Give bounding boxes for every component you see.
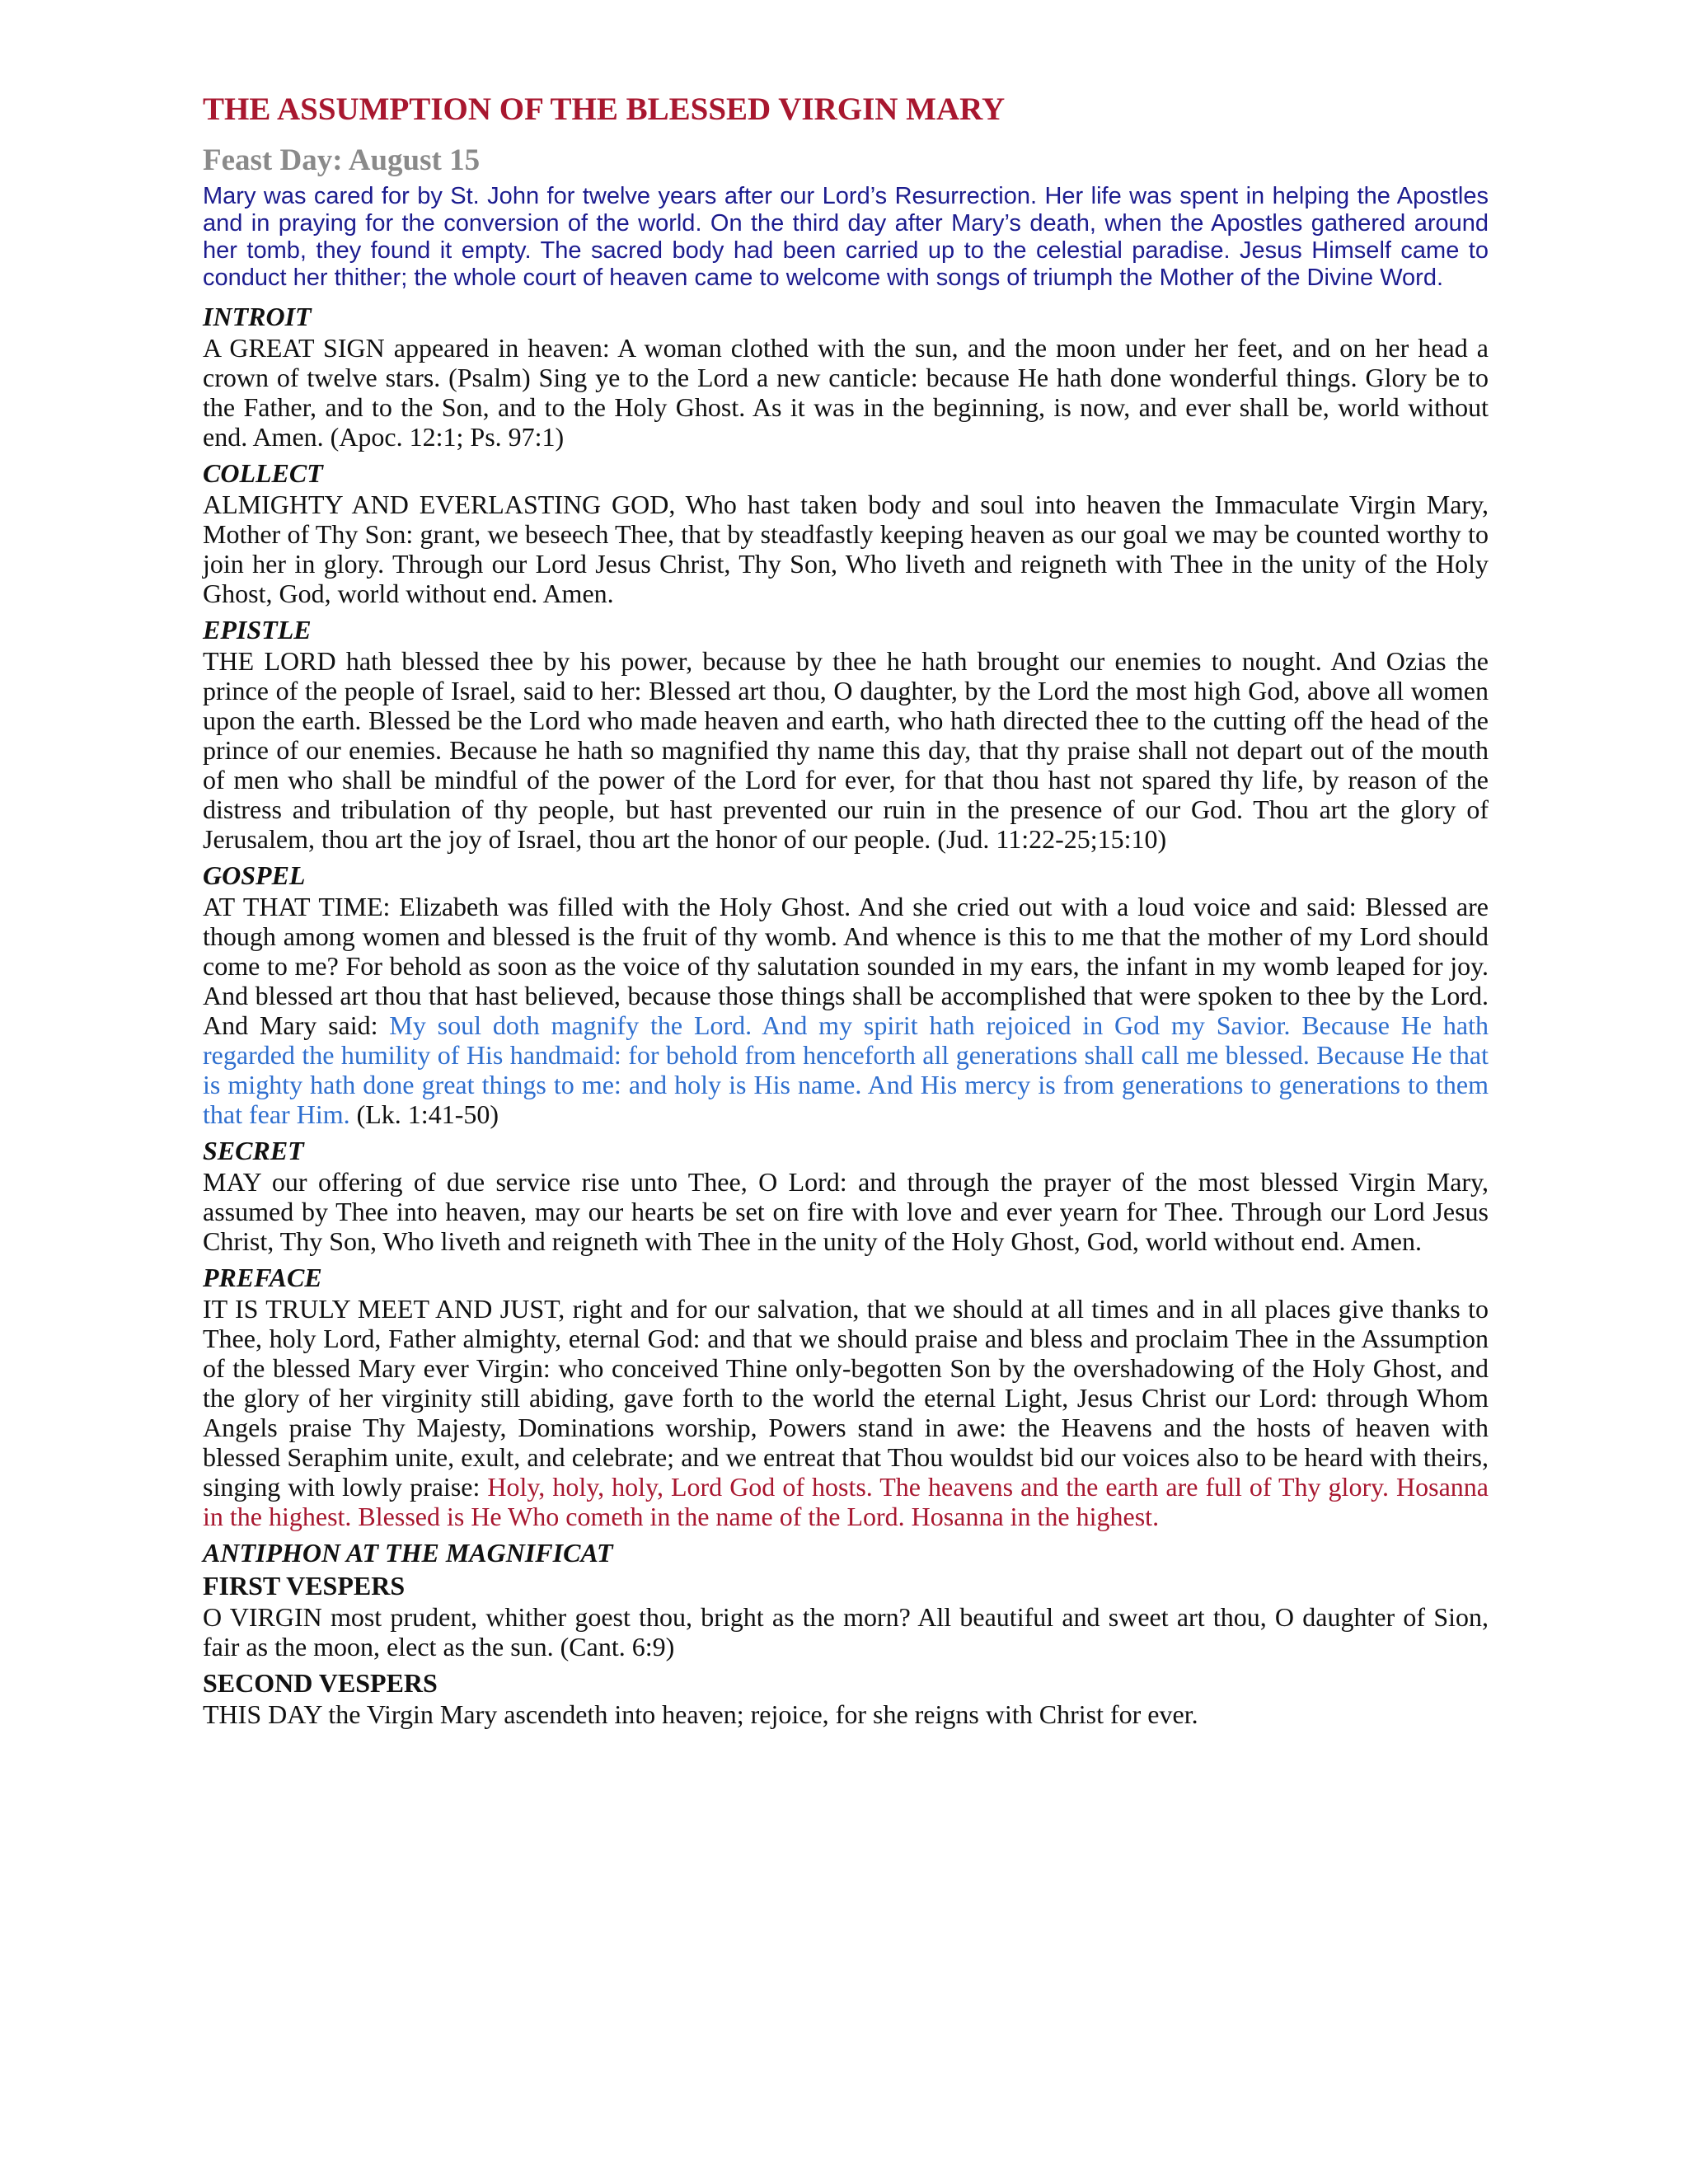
preface-text-main: IT IS TRULY MEET AND JUST, right and for our salvation, that we should at all times and in all places give thanks to Thee, holy Lord, Father almighty, eternal God: and that we should praise and bless and proclaim Thee in the Assumption of the blessed Mary ever Virgin: who conceived Thine only-begotten Son by the overshadowing of the Holy Ghost, and the glory of her virginity still abiding, gave forth to the world the eternal Light, Jesus Christ our Lord: through Whom Angels praise Thy Majesty, Dominations worship, Powers stand in awe: the Heavens and the hosts of heaven with blessed Seraphim unite, exult, and celebrate; and we entreat that Thou wouldst bid our voices also to be heard with theirs, singing with lowly praise:	[203, 1294, 1489, 1502]
collect-heading: COLLECT	[203, 458, 323, 488]
preface-section	[203, 1261, 1489, 1531]
introit-heading: INTROIT	[203, 302, 312, 331]
gospel-heading: GOSPEL	[203, 860, 306, 890]
secret-text: MAY our offering of due service rise unto Thee, O Lord: and through the prayer of the most blessed Virgin Mary, assumed by Thee into heaven, may our hearts be set on fire with love and ever yearn for Thee. Through our Lord Jesus Christ, Thy Son, Who liveth and reigneth with Thee in the unity of the Holy Ghost, God, world without end. Amen.	[203, 1167, 1489, 1256]
preface-text	[203, 1294, 1489, 1531]
first-vespers-text: O VIRGIN most prudent, whither goest thou, bright as the morn? All beautiful and sweet art thou, O daughter of Sion, fair as the moon, elect as the sun. (Cant. 6:9)	[203, 1602, 1489, 1661]
gospel-text	[203, 892, 1489, 1129]
magnificat-quote: My soul doth magnify the Lord. And my spirit hath rejoiced in God my Savior. Because He hath regarded the humility of His handmaid: for behold from henceforth all generations shall call me blessed. Because He that is mighty hath done great things to me: and holy is His name. And His mercy is from generations to generations to them that fear Him.	[203, 1010, 1489, 1129]
intro-paragraph: Mary was cared for by St. John for twelve years after our Lord’s Resurrection. Her life was spent in helping the Apostles and in praying for the conversion of the world. On the third day after Mary’s death, when the Apostles gathered around her tomb, they found it empty. The sacred body had been carried up to the celestial paradise. Jesus Himself came to conduct her thither; the whole court of heaven came to welcome with songs of triumph the Mother of the Divine Word.	[203, 183, 1489, 291]
gospel-citation: (Lk. 1:41-50)	[349, 1099, 499, 1129]
antiphon-heading: ANTIPHON AT THE MAGNIFICAT	[203, 1538, 613, 1568]
second-vespers-heading: SECOND VESPERS	[203, 1668, 438, 1698]
preface-heading: PREFACE	[203, 1263, 322, 1292]
document-page	[203, 89, 1489, 1734]
secret-heading: SECRET	[203, 1136, 304, 1165]
epistle-section	[203, 613, 1489, 854]
introit-section	[203, 300, 1489, 452]
antiphon-section	[203, 1536, 1489, 1729]
gospel-text-main: AT THAT TIME: Elizabeth was filled with the Holy Ghost. And she cried out with a loud voice and said: Blessed are though among women and blessed is the fruit of thy womb. And whence is this to me that the mother of my Lord should come to me? For behold as soon as the voice of thy salutation sounded in my ears, the infant in my womb leaped for joy. And blessed art thou that hast believed, because those things shall be accomplished that were spoken to thee by the Lord. And Mary said:	[203, 892, 1489, 1040]
sanctus-quote: Holy, holy, holy, Lord God of hosts. The heavens and the earth are full of Thy glory. Hosanna in the highest. Blessed is He Who cometh in the name of the Lord. Hosanna in the highest.	[203, 1472, 1489, 1531]
second-vespers-text: THIS DAY the Virgin Mary ascendeth into heaven; rejoice, for she reigns with Christ for ever.	[203, 1699, 1198, 1729]
first-vespers-heading: FIRST VESPERS	[203, 1571, 406, 1601]
secret-section	[203, 1134, 1489, 1256]
collect-section	[203, 457, 1489, 608]
epistle-text: THE LORD hath blessed thee by his power, because by thee he hath brought our enemies to nought. And Ozias the prince of the people of Israel, said to her: Blessed art thou, O daughter, by the Lord the most high God, above all women upon the earth. Blessed be the Lord who made heaven and earth, who hath directed thee to the cutting off the head of the prince of our enemies. Because he hath so magnified thy name this day, that thy praise shall not depart out of the mouth of men who shall be mindful of the power of the Lord for ever, for that thou hast not spared thy life, by reason of the distress and tribulation of thy people, but hast prevented our ruin in the presence of our God. Thou art the glory of Jerusalem, thou art the joy of Israel, thou art the honor of our people. (Jud. 11:22-25;15:10)	[203, 646, 1489, 854]
page-title: THE ASSUMPTION OF THE BLESSED VIRGIN MARY	[203, 91, 1006, 127]
introit-text: A GREAT SIGN appeared in heaven: A woman clothed with the sun, and the moon under her feet, and on her head a crown of twelve stars. (Psalm) Sing ye to the Lord a new canticle: because He hath done wonderful things. Glory be to the Father, and to the Son, and to the Holy Ghost. As it was in the beginning, is now, and ever shall be, world without end. Amen. (Apoc. 12:1; Ps. 97:1)	[203, 333, 1489, 452]
gospel-section	[203, 859, 1489, 1129]
collect-text: ALMIGHTY AND EVERLASTING GOD, Who hast taken body and soul into heaven the Immaculate Virgin Mary, Mother of Thy Son: grant, we beseech Thee, that by steadfastly keeping heaven as our goal we may be counted worthy to join her in glory. Through our Lord Jesus Christ, Thy Son, Who liveth and reigneth with Thee in the unity of the Holy Ghost, God, world without end. Amen.	[203, 490, 1489, 608]
epistle-heading: EPISTLE	[203, 615, 312, 644]
feast-day: Feast Day: August 15	[203, 143, 481, 177]
